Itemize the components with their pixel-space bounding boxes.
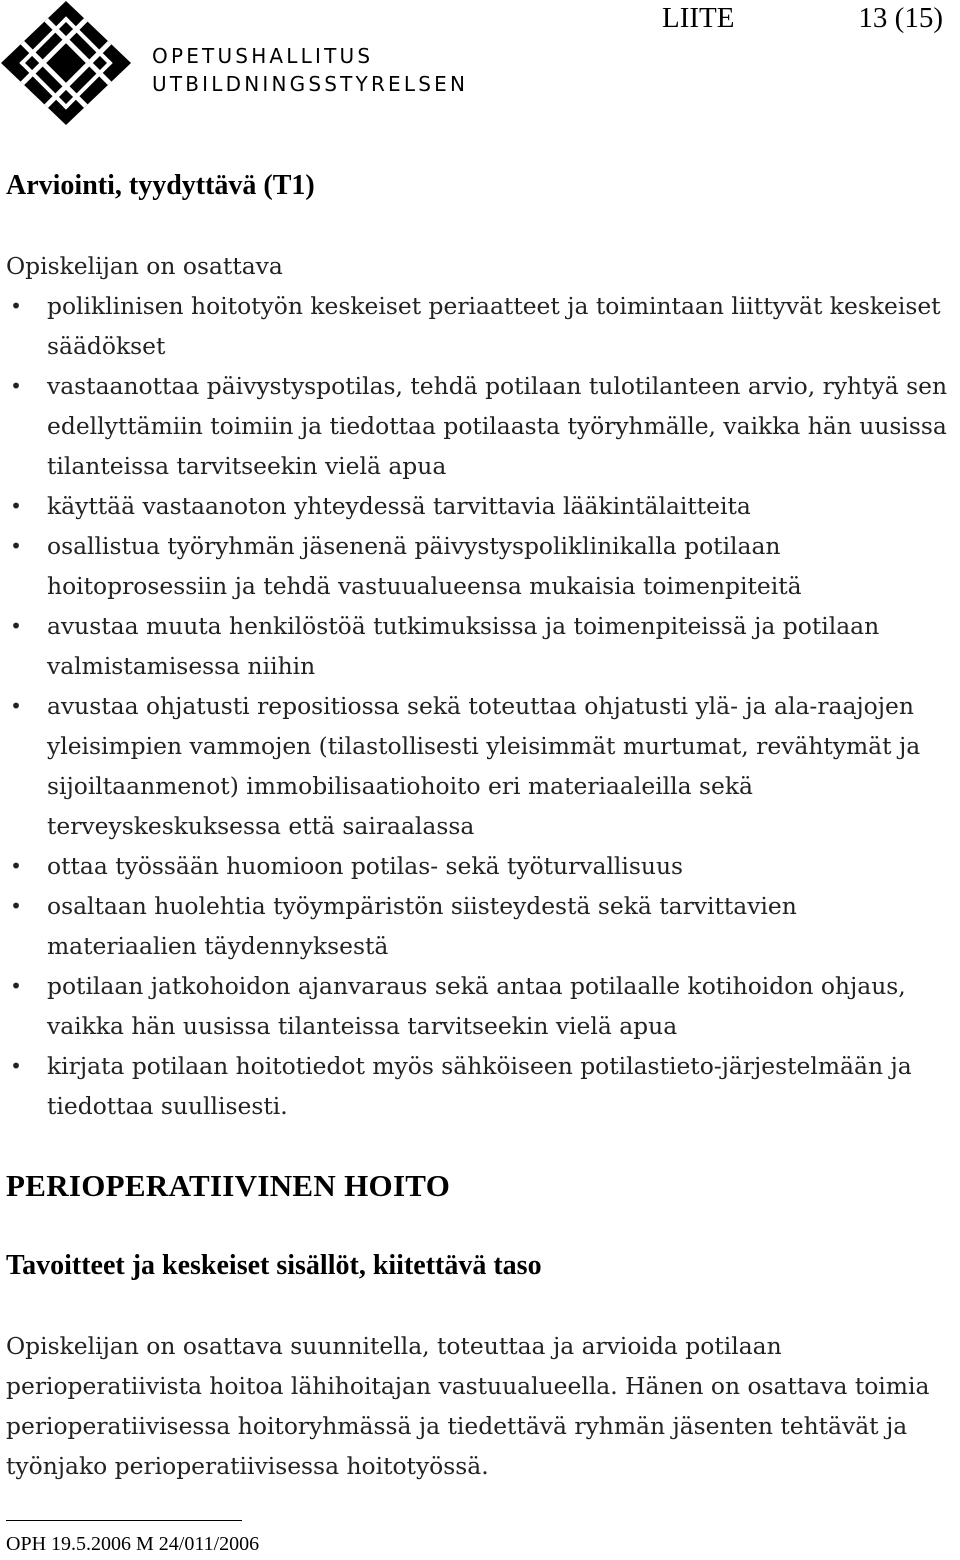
bullet-dot-icon: •	[10, 294, 22, 318]
list-item: • poliklinisen hoitotyön keskeiset periaatteet ja toimintaan liittyvät keskeiset säädökset	[6, 286, 950, 366]
document-body	[6, 166, 950, 1486]
footnote-divider	[6, 1520, 242, 1521]
bullet-dot-icon: •	[10, 614, 22, 638]
list-item: • osaltaan huolehtia työympäristön siisteydestä sekä tarvittavien materiaalien täydennyksestä	[6, 886, 950, 966]
bullet-dot-icon: •	[10, 534, 22, 558]
list-item: • avustaa ohjatusti repositiossa sekä toteuttaa ohjatusti ylä- ja ala-raajojen yleisimpien vammojen (tilastollisesti yleisimmät murtumat, revähtymät ja sijoiltaanmenot) immobilisaatiohoito eri materiaaleilla sekä terveyskeskuksessa että sairaalassa	[6, 686, 950, 846]
list-item: • avustaa muuta henkilöstöä tutkimuksissa ja toimenpiteissä ja potilaan valmistamisessa niihin	[6, 606, 950, 686]
footer-reference: OPH 19.5.2006 M 24/011/2006	[6, 1533, 260, 1555]
assessment-intro: Opiskelijan on osattava	[6, 252, 283, 280]
bullet-dot-icon: •	[10, 854, 22, 878]
perioperative-subtitle: Tavoitteet ja keskeiset sisällöt, kiitettävä taso	[6, 1250, 542, 1281]
opetushallitus-logo-icon	[0, 0, 132, 126]
list-item: • ottaa työssään huomioon potilas- sekä työturvallisuus	[6, 846, 950, 886]
list-item: • potilaan jatkohoidon ajanvaraus sekä antaa potilaalle kotihoidon ohjaus, vaikka hän uusissa tilanteissa tarvitseekin vielä apua	[6, 966, 950, 1046]
organization-name-finnish: OPETUSHALLITUS	[152, 44, 374, 68]
bullet-dot-icon: •	[10, 974, 22, 998]
bullet-dot-icon: •	[10, 1054, 22, 1078]
perioperative-paragraph: Opiskelijan on osattava suunnitella, toteuttaa ja arvioida potilaan perioperatiivista hoitoa lähihoitajan vastuualueella. Hänen on osattava toimia perioperatiivisessa hoitoryhmässä ja tiedettävä ryhmän jäsenten tehtävät ja työnjako perioperatiivisessa hoitotyössä.	[6, 1332, 930, 1480]
page-number: 13 (15)	[858, 2, 943, 34]
appendix-label: LIITE	[662, 2, 735, 34]
assessment-heading: Arviointi, tyydyttävä (T1)	[6, 170, 315, 201]
section-spacer	[6, 1126, 950, 1166]
list-item: • kirjata potilaan hoitotiedot myös sähköiseen potilastieto-järjestelmään ja tiedottaa suullisesti.	[6, 1046, 950, 1126]
organization-name-swedish: UTBILDNINGSSTYRELSEN	[152, 72, 469, 96]
bullet-dot-icon: •	[10, 374, 22, 398]
list-item: • vastaanottaa päivystyspotilas, tehdä potilaan tulotilanteen arvio, ryhtyä sen edellyttämiin toimiin ja tiedottaa potilaasta työryhmälle, vaikka hän uusissa tilanteissa tarvitseekin vielä apua	[6, 366, 950, 486]
assessment-list	[6, 286, 950, 1126]
bullet-dot-icon: •	[10, 894, 22, 918]
bullet-dot-icon: •	[10, 494, 22, 518]
list-item: • osallistua työryhmän jäsenenä päivystyspoliklinikalla potilaan hoitoprosessiin ja tehdä vastuualueensa mukaisia toimenpiteitä	[6, 526, 950, 606]
list-item: • käyttää vastaanoton yhteydessä tarvittavia lääkintälaitteita	[6, 486, 950, 526]
perioperative-title: PERIOPERATIIVINEN HOITO	[6, 1168, 451, 1203]
bullet-dot-icon: •	[10, 694, 22, 718]
